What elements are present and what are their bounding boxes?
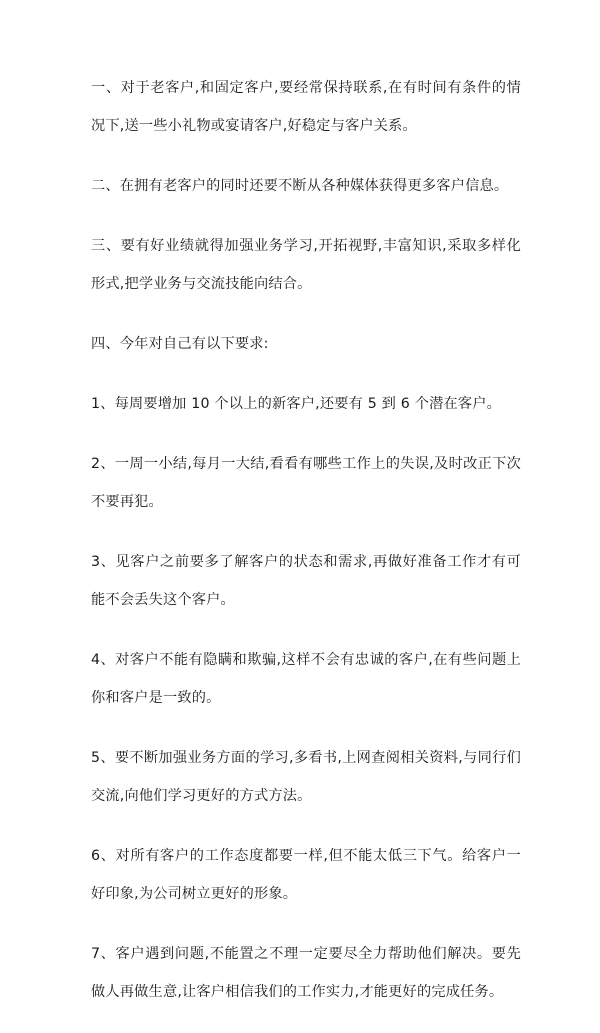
- list-item-5: 5、要不断加强业务方面的学习,多看书,上网查阅相关资料,与同行们交流,向他们学习更好的方式方法。: [91, 750, 521, 804]
- list-item-2: 2、一周一小结,每月一大结,看看有哪些工作上的失误,及时改正下次不要再犯。: [91, 456, 521, 510]
- paragraph-3: 三、要有好业绩就得加强业务学习,开拓视野,丰富知识,采取多样化形式,把学业务与交流技能向结合。: [91, 238, 521, 292]
- paragraph-1: 一、对于老客户,和固定客户,要经常保持联系,在有时间有条件的情况下,送一些小礼物或宴请客户,好稳定与客户关系。: [91, 80, 521, 134]
- list-item-3: 3、见客户之前要多了解客户的状态和需求,再做好准备工作才有可能不会丢失这个客户。: [91, 554, 521, 608]
- list-item-6: 6、对所有客户的工作态度都要一样,但不能太低三下气。给客户一好印象,为公司树立更好的形象。: [91, 848, 521, 902]
- list-item-7: 7、客户遇到问题,不能置之不理一定要尽全力帮助他们解决。要先做人再做生意,让客户相信我们的工作实力,才能更好的完成任务。: [91, 946, 521, 1000]
- list-item-4: 4、对客户不能有隐瞒和欺骗,这样不会有忠诚的客户,在有些问题上你和客户是一致的。: [91, 652, 521, 706]
- document-body: [91, 69, 521, 1033]
- list-item-1: 1、每周要增加 10 个以上的新客户,还要有 5 到 6 个潜在客户。: [91, 396, 502, 412]
- paragraph-4: 四、今年对自己有以下要求:: [91, 336, 269, 352]
- paragraph-2: 二、在拥有老客户的同时还要不断从各种媒体获得更多客户信息。: [91, 178, 509, 194]
